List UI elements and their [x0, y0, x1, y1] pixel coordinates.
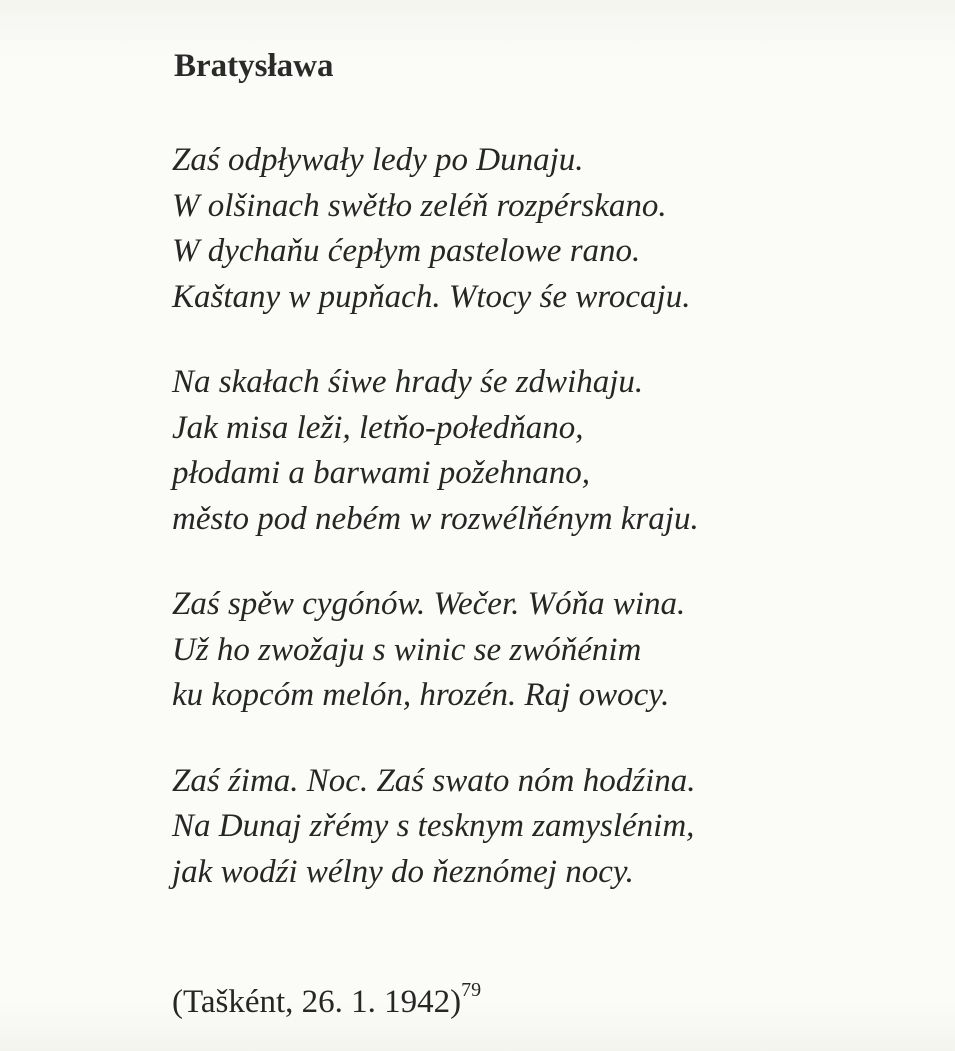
poem-line: płodami a barwami požehnano, — [172, 455, 591, 491]
poem-line: Jak misa leži, letňo-połedňano, — [172, 409, 584, 446]
poem-title: Bratysława — [174, 48, 334, 84]
poem-line: Zaś spěw cygónów. Wečer. Wóňa wina. — [172, 586, 686, 622]
poem-line: Zaś źima. Noc. Zaś swato nóm hodźina. — [172, 762, 696, 799]
footnote-marker: 79 — [461, 979, 482, 1001]
poem-line: Kaštany w pupňach. Wtocy śe wrocaju. — [172, 278, 691, 315]
stanza-2 — [172, 360, 932, 542]
poem-line: Na skałach śiwe hrady śe zdwihaju. — [172, 364, 644, 400]
poem-body — [172, 138, 932, 895]
poem-line: jak wodźi wélny do ňeznómej nocy. — [172, 853, 634, 890]
poem-line: město pod nebém w rozwélňénym kraju. — [172, 500, 699, 537]
stanza-3 — [172, 582, 932, 719]
poem-line: Na Dunaj zřémy s tesknym zamyslénim, — [172, 808, 695, 844]
stanza-1 — [172, 138, 932, 320]
dateline-text: (Tašként, 26. 1. 1942) — [172, 984, 462, 1020]
poem-line: Zaś odpływały ledy po Dunaju. — [172, 142, 584, 178]
poem-line: ku kopcóm melón, hrozén. Raj owocy. — [172, 677, 670, 713]
stanza-4 — [172, 759, 932, 896]
dateline — [172, 980, 481, 1025]
poem-line: Už ho zwožaju s winic se zwóňénim — [172, 631, 642, 668]
poem-line: W dychaňu ćepłym pastelowe rano. — [172, 233, 641, 269]
poem-line: W olšinach swětło zeléň rozpérskano. — [172, 187, 667, 224]
